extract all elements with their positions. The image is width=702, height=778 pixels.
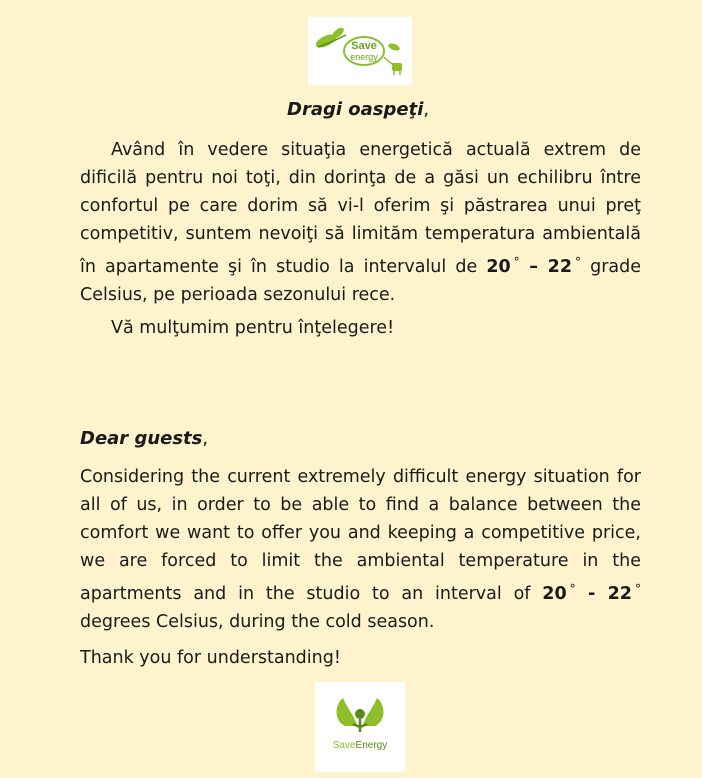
sprout-icon <box>315 682 405 772</box>
greeting-ro-text: Dragi oaspeţi <box>287 99 424 120</box>
degree-symbol: ° <box>513 255 520 269</box>
greeting-en-comma: , <box>202 428 209 449</box>
logo-bottom-save: Save <box>332 740 356 751</box>
paragraph-en-text: Considering the current extremely difficult energy situation for all of us, in order to be able to find a balance between the comfort we want to offer you and keeping a competitive price, we are forced to limit the ambiental temperature in the apartments and in the studio to an interval of <box>80 467 641 604</box>
thanks-ro: Vă mulţumim pentru înţelegere! <box>111 318 395 338</box>
greeting-en-text: Dear guests <box>80 428 203 449</box>
range-dash-en: - <box>575 584 608 604</box>
paragraph-en <box>80 463 641 636</box>
svg-text:SaveEnergy <box>333 740 387 751</box>
save-energy-logo-bottom <box>315 682 405 772</box>
greeting-ro-comma: , <box>423 99 430 120</box>
logo-top-line2: energy <box>350 52 378 62</box>
logo-bottom-energy: Energy <box>355 740 388 751</box>
leaf-plug-icon <box>308 17 412 85</box>
paragraph-ro <box>80 136 641 309</box>
temp-min-en: 20 <box>542 584 567 604</box>
temp-max-ro: 22 <box>547 257 573 277</box>
temp-min-ro: 20 <box>486 257 511 277</box>
greeting-en <box>80 428 208 449</box>
degree-symbol: ° <box>575 255 582 269</box>
degree-symbol: ° <box>634 582 641 596</box>
range-dash-ro: – <box>519 257 548 277</box>
save-energy-logo-top <box>308 17 412 85</box>
logo-top-line1: Save <box>351 40 377 52</box>
degree-symbol: ° <box>569 582 576 596</box>
temp-max-en: 22 <box>607 584 632 604</box>
greeting-ro <box>287 99 429 120</box>
paragraph-en-end: degrees Celsius, during the cold season. <box>80 612 435 632</box>
paragraph-ro-text: Având în vedere situaţia energetică actuală extrem de dificilă pentru noi toţi, din dorinţa de a găsi un echilibru între confortul pe care dorim să vi-l oferim şi păstrarea unui preţ competitiv, suntem nevoiţi să limităm temperatura ambientală în apartamente şi în studio la intervalul de <box>80 140 641 277</box>
paragraph-ro-end: grade Celsius, pe perioada sezonului rece. <box>80 257 642 305</box>
thanks-en: Thank you for understanding! <box>80 648 341 668</box>
